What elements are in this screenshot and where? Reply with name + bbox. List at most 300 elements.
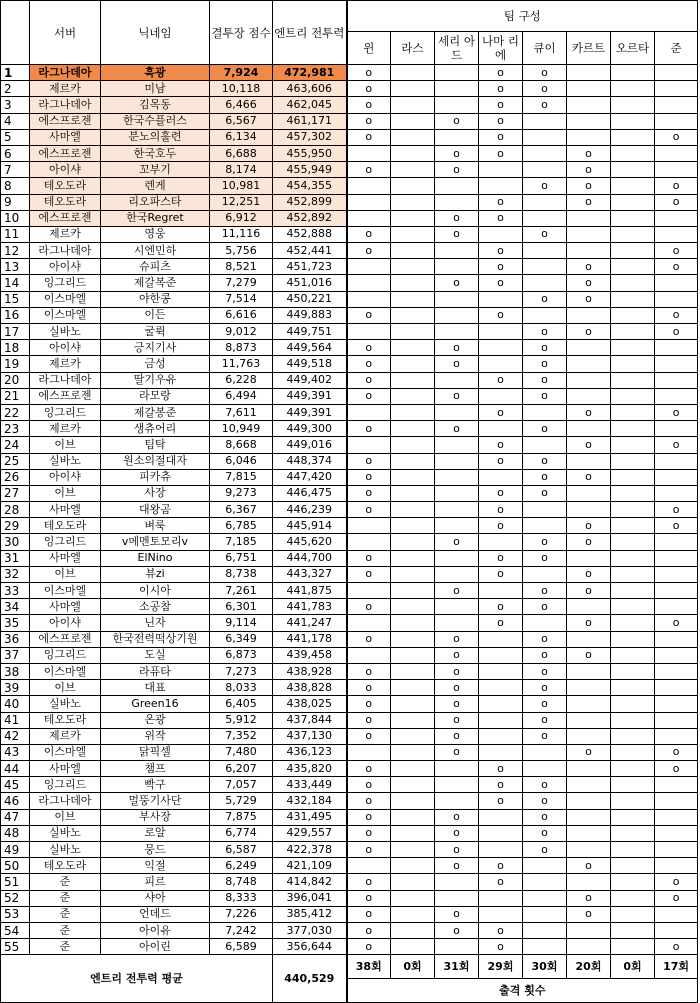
rank-cell: 15 bbox=[1, 291, 30, 307]
server-cell: 아이샤 bbox=[30, 259, 101, 275]
team-mark-cell: o bbox=[347, 421, 391, 437]
team-mark-cell bbox=[611, 485, 655, 501]
table-row bbox=[1, 162, 698, 178]
rank-cell: 14 bbox=[1, 275, 30, 291]
nickname-cell: 닭픽셀 bbox=[101, 744, 210, 760]
team-mark-cell bbox=[655, 696, 698, 712]
team-mark-cell bbox=[567, 502, 611, 518]
team-col-header: 오르타 bbox=[611, 32, 655, 65]
power-cell: 446,239 bbox=[273, 502, 347, 518]
team-mark-cell: o bbox=[435, 712, 479, 728]
rank-cell: 27 bbox=[1, 485, 30, 501]
team-mark-cell: o bbox=[479, 372, 523, 388]
team-col-header: 라스 bbox=[391, 32, 435, 65]
team-mark-cell bbox=[391, 129, 435, 145]
team-mark-cell bbox=[611, 97, 655, 113]
team-mark-cell: o bbox=[479, 922, 523, 938]
team-mark-cell bbox=[391, 939, 435, 955]
power-cell: 441,247 bbox=[273, 615, 347, 631]
team-mark-cell bbox=[523, 874, 567, 890]
nickname-cell: 사장 bbox=[101, 485, 210, 501]
team-mark-cell: o bbox=[523, 809, 567, 825]
nickname-cell: 샤아 bbox=[101, 890, 210, 906]
counts-label: 출격 횟수 bbox=[347, 979, 698, 1003]
table-row bbox=[1, 712, 698, 728]
team-mark-cell: o bbox=[523, 599, 567, 615]
power-cell: 446,475 bbox=[273, 485, 347, 501]
team-mark-cell: o bbox=[567, 178, 611, 194]
team-mark-cell bbox=[479, 469, 523, 485]
team-mark-cell: o bbox=[347, 874, 391, 890]
rank-cell: 44 bbox=[1, 761, 30, 777]
team-mark-cell bbox=[435, 194, 479, 210]
team-mark-cell bbox=[435, 615, 479, 631]
team-mark-cell: o bbox=[435, 388, 479, 404]
table-row bbox=[1, 226, 698, 242]
team-mark-cell bbox=[391, 647, 435, 663]
rank-cell: 52 bbox=[1, 890, 30, 906]
rank-cell: 26 bbox=[1, 469, 30, 485]
table-row bbox=[1, 145, 698, 161]
server-cell: 이브 bbox=[30, 809, 101, 825]
table-row bbox=[1, 696, 698, 712]
nickname-cell: 제갈봉준 bbox=[101, 404, 210, 420]
team-mark-cell: o bbox=[567, 518, 611, 534]
team-mark-cell bbox=[567, 599, 611, 615]
team-mark-cell bbox=[391, 874, 435, 890]
team-mark-cell bbox=[435, 939, 479, 955]
table-row bbox=[1, 663, 698, 679]
score-cell: 6,912 bbox=[210, 210, 273, 226]
team-col-header: 카르트 bbox=[567, 32, 611, 65]
score-cell: 7,057 bbox=[210, 777, 273, 793]
table-row bbox=[1, 518, 698, 534]
table-row bbox=[1, 113, 698, 129]
score-cell: 6,589 bbox=[210, 939, 273, 955]
team-mark-cell: o bbox=[435, 680, 479, 696]
score-cell: 8,333 bbox=[210, 890, 273, 906]
rank-cell: 7 bbox=[1, 162, 30, 178]
score-cell: 11,763 bbox=[210, 356, 273, 372]
score-cell: 7,261 bbox=[210, 583, 273, 599]
table-row bbox=[1, 178, 698, 194]
team-mark-cell bbox=[611, 291, 655, 307]
nickname-cell: 라퓨타 bbox=[101, 663, 210, 679]
team-mark-cell: o bbox=[523, 356, 567, 372]
nickname-cell: 흑광 bbox=[101, 65, 210, 81]
team-mark-cell bbox=[567, 631, 611, 647]
team-mark-cell bbox=[479, 291, 523, 307]
score-cell: 9,114 bbox=[210, 615, 273, 631]
team-mark-cell bbox=[347, 259, 391, 275]
nickname-cell: 생츄어리 bbox=[101, 421, 210, 437]
power-cell: 449,518 bbox=[273, 356, 347, 372]
team-mark-cell: o bbox=[567, 534, 611, 550]
score-cell: 6,785 bbox=[210, 518, 273, 534]
power-cell: 433,449 bbox=[273, 777, 347, 793]
rank-cell: 23 bbox=[1, 421, 30, 437]
team-mark-cell bbox=[655, 906, 698, 922]
count-cell: 17회 bbox=[655, 955, 698, 979]
team-mark-cell bbox=[479, 340, 523, 356]
rank-cell: 3 bbox=[1, 97, 30, 113]
server-cell: 라그나데아 bbox=[30, 372, 101, 388]
nickname-header: 닉네임 bbox=[101, 1, 210, 65]
rank-cell: 40 bbox=[1, 696, 30, 712]
team-mark-cell bbox=[391, 291, 435, 307]
score-cell: 6,688 bbox=[210, 145, 273, 161]
nickname-cell: 아이유 bbox=[101, 922, 210, 938]
server-cell: 아이샤 bbox=[30, 162, 101, 178]
power-cell: 449,300 bbox=[273, 421, 347, 437]
team-mark-cell bbox=[567, 453, 611, 469]
team-mark-cell bbox=[611, 696, 655, 712]
score-cell: 7,185 bbox=[210, 534, 273, 550]
team-mark-cell: o bbox=[347, 680, 391, 696]
team-mark-cell bbox=[391, 194, 435, 210]
server-cell: 이스마엘 bbox=[30, 307, 101, 323]
team-mark-cell: o bbox=[479, 566, 523, 582]
server-cell: 이스마엘 bbox=[30, 744, 101, 760]
team-col-header: 세리 아드 bbox=[435, 32, 479, 65]
nickname-cell: 영웅 bbox=[101, 226, 210, 242]
table-row bbox=[1, 906, 698, 922]
team-mark-cell: o bbox=[655, 194, 698, 210]
rank-cell: 4 bbox=[1, 113, 30, 129]
nickname-cell: 이든 bbox=[101, 307, 210, 323]
team-mark-cell bbox=[435, 97, 479, 113]
team-mark-cell: o bbox=[347, 226, 391, 242]
count-cell: 29회 bbox=[479, 955, 523, 979]
team-mark-cell bbox=[479, 906, 523, 922]
power-cell: 356,644 bbox=[273, 939, 347, 955]
team-mark-cell: o bbox=[523, 712, 567, 728]
power-cell: 462,045 bbox=[273, 97, 347, 113]
team-mark-cell: o bbox=[567, 259, 611, 275]
team-mark-cell: o bbox=[655, 129, 698, 145]
team-mark-cell: o bbox=[655, 502, 698, 518]
rank-cell: 35 bbox=[1, 615, 30, 631]
team-mark-cell: o bbox=[479, 437, 523, 453]
score-cell: 6,249 bbox=[210, 858, 273, 874]
team-mark-cell: o bbox=[347, 307, 391, 323]
server-cell: 사마엘 bbox=[30, 129, 101, 145]
team-mark-cell: o bbox=[655, 307, 698, 323]
nickname-cell: 꼬부기 bbox=[101, 162, 210, 178]
nickname-cell: 뷰zi bbox=[101, 566, 210, 582]
team-mark-cell bbox=[479, 162, 523, 178]
team-mark-cell bbox=[567, 307, 611, 323]
team-mark-cell: o bbox=[567, 194, 611, 210]
power-cell: 448,374 bbox=[273, 453, 347, 469]
team-mark-cell bbox=[611, 680, 655, 696]
team-mark-cell bbox=[655, 663, 698, 679]
team-composition-header: 팀 구성 bbox=[347, 1, 698, 32]
nickname-cell: 이시아 bbox=[101, 583, 210, 599]
team-mark-cell bbox=[523, 761, 567, 777]
team-mark-cell bbox=[391, 599, 435, 615]
team-mark-cell bbox=[655, 809, 698, 825]
nickname-cell: v메멘토모리v bbox=[101, 534, 210, 550]
power-cell: 435,820 bbox=[273, 761, 347, 777]
power-cell: 454,355 bbox=[273, 178, 347, 194]
team-mark-cell bbox=[347, 291, 391, 307]
team-mark-cell bbox=[479, 890, 523, 906]
rank-cell: 8 bbox=[1, 178, 30, 194]
team-mark-cell bbox=[655, 210, 698, 226]
team-mark-cell: o bbox=[435, 340, 479, 356]
team-mark-cell: o bbox=[347, 550, 391, 566]
team-mark-cell: o bbox=[347, 793, 391, 809]
count-cell: 30회 bbox=[523, 955, 567, 979]
team-mark-cell: o bbox=[567, 858, 611, 874]
power-cell: 441,875 bbox=[273, 583, 347, 599]
team-mark-cell bbox=[523, 939, 567, 955]
team-mark-cell bbox=[611, 469, 655, 485]
team-mark-cell bbox=[523, 502, 567, 518]
team-mark-cell bbox=[567, 485, 611, 501]
team-mark-cell: o bbox=[479, 874, 523, 890]
team-mark-cell: o bbox=[479, 275, 523, 291]
team-mark-cell: o bbox=[347, 663, 391, 679]
average-value: 440,529 bbox=[273, 955, 347, 1003]
table-row bbox=[1, 583, 698, 599]
team-mark-cell: o bbox=[479, 259, 523, 275]
score-cell: 6,228 bbox=[210, 372, 273, 388]
score-cell: 11,116 bbox=[210, 226, 273, 242]
power-cell: 436,123 bbox=[273, 744, 347, 760]
nickname-cell: 제갈복준 bbox=[101, 275, 210, 291]
team-mark-cell: o bbox=[479, 307, 523, 323]
team-mark-cell bbox=[611, 356, 655, 372]
team-mark-cell: o bbox=[435, 825, 479, 841]
team-mark-cell bbox=[347, 178, 391, 194]
nickname-cell: 미남 bbox=[101, 81, 210, 97]
team-mark-cell: o bbox=[523, 777, 567, 793]
rank-cell: 9 bbox=[1, 194, 30, 210]
team-mark-cell: o bbox=[347, 712, 391, 728]
power-cell: 432,184 bbox=[273, 793, 347, 809]
rank-cell: 55 bbox=[1, 939, 30, 955]
power-cell: 455,949 bbox=[273, 162, 347, 178]
team-mark-cell: o bbox=[567, 145, 611, 161]
rank-cell: 53 bbox=[1, 906, 30, 922]
server-cell: 테오도라 bbox=[30, 712, 101, 728]
power-cell: 451,016 bbox=[273, 275, 347, 291]
server-cell: 준 bbox=[30, 874, 101, 890]
team-mark-cell: o bbox=[523, 81, 567, 97]
power-cell: 438,828 bbox=[273, 680, 347, 696]
team-mark-cell bbox=[567, 842, 611, 858]
nickname-cell: 리오파스타 bbox=[101, 194, 210, 210]
team-mark-cell bbox=[611, 842, 655, 858]
team-mark-cell bbox=[611, 922, 655, 938]
team-mark-cell bbox=[391, 680, 435, 696]
score-cell: 6,367 bbox=[210, 502, 273, 518]
team-mark-cell: o bbox=[655, 324, 698, 340]
team-mark-cell bbox=[523, 129, 567, 145]
rank-cell: 39 bbox=[1, 680, 30, 696]
team-mark-cell: o bbox=[655, 178, 698, 194]
power-cell: 449,391 bbox=[273, 388, 347, 404]
team-mark-cell bbox=[611, 65, 655, 81]
team-mark-cell bbox=[391, 226, 435, 242]
server-cell: 이스마엘 bbox=[30, 663, 101, 679]
team-mark-cell bbox=[391, 324, 435, 340]
server-cell: 라그나데아 bbox=[30, 243, 101, 259]
team-mark-cell bbox=[523, 243, 567, 259]
team-mark-cell bbox=[611, 712, 655, 728]
team-mark-cell: o bbox=[347, 243, 391, 259]
team-mark-cell bbox=[479, 809, 523, 825]
team-mark-cell: o bbox=[347, 728, 391, 744]
team-col-header: 윈 bbox=[347, 32, 391, 65]
score-cell: 8,738 bbox=[210, 566, 273, 582]
power-cell: 472,981 bbox=[273, 65, 347, 81]
nickname-cell: 한국수플러스 bbox=[101, 113, 210, 129]
team-mark-cell bbox=[391, 728, 435, 744]
team-mark-cell bbox=[611, 534, 655, 550]
team-mark-cell: o bbox=[523, 324, 567, 340]
team-mark-cell bbox=[523, 404, 567, 420]
team-mark-cell bbox=[391, 340, 435, 356]
team-mark-cell bbox=[655, 291, 698, 307]
team-mark-cell: o bbox=[347, 65, 391, 81]
score-cell: 6,207 bbox=[210, 761, 273, 777]
team-mark-cell bbox=[523, 259, 567, 275]
table-row bbox=[1, 194, 698, 210]
server-cell: 잉그리드 bbox=[30, 275, 101, 291]
power-cell: 452,888 bbox=[273, 226, 347, 242]
score-cell: 7,242 bbox=[210, 922, 273, 938]
team-mark-cell bbox=[567, 97, 611, 113]
team-mark-cell bbox=[479, 696, 523, 712]
team-mark-cell bbox=[611, 372, 655, 388]
rank-cell: 10 bbox=[1, 210, 30, 226]
table-row bbox=[1, 291, 698, 307]
server-cell: 사마엘 bbox=[30, 502, 101, 518]
team-mark-cell bbox=[479, 647, 523, 663]
team-mark-cell bbox=[523, 615, 567, 631]
server-cell: 사마엘 bbox=[30, 599, 101, 615]
team-mark-cell bbox=[435, 793, 479, 809]
team-mark-cell bbox=[347, 210, 391, 226]
team-mark-cell bbox=[655, 340, 698, 356]
team-mark-cell bbox=[435, 890, 479, 906]
team-mark-cell bbox=[347, 437, 391, 453]
table-row bbox=[1, 210, 698, 226]
team-mark-cell bbox=[611, 744, 655, 760]
score-cell: 6,616 bbox=[210, 307, 273, 323]
team-mark-cell bbox=[435, 518, 479, 534]
team-mark-cell bbox=[611, 388, 655, 404]
server-cell: 잉그리드 bbox=[30, 404, 101, 420]
team-mark-cell bbox=[523, 145, 567, 161]
team-mark-cell bbox=[391, 469, 435, 485]
team-mark-cell bbox=[391, 825, 435, 841]
team-mark-cell bbox=[611, 809, 655, 825]
team-mark-cell bbox=[655, 81, 698, 97]
team-mark-cell bbox=[435, 437, 479, 453]
team-mark-cell: o bbox=[523, 453, 567, 469]
rank-cell: 50 bbox=[1, 858, 30, 874]
team-mark-cell: o bbox=[435, 356, 479, 372]
server-cell: 실바노 bbox=[30, 696, 101, 712]
score-header: 결투장 점수 bbox=[210, 1, 273, 65]
team-mark-cell bbox=[435, 874, 479, 890]
team-mark-cell: o bbox=[435, 162, 479, 178]
team-mark-cell bbox=[479, 324, 523, 340]
team-mark-cell bbox=[611, 243, 655, 259]
team-mark-cell bbox=[567, 372, 611, 388]
team-mark-cell: o bbox=[567, 615, 611, 631]
score-cell: 5,729 bbox=[210, 793, 273, 809]
team-mark-cell: o bbox=[479, 777, 523, 793]
team-mark-cell bbox=[523, 744, 567, 760]
team-mark-cell bbox=[391, 65, 435, 81]
team-mark-cell bbox=[611, 890, 655, 906]
nickname-cell: 멀뚱기사단 bbox=[101, 793, 210, 809]
power-cell: 455,950 bbox=[273, 145, 347, 161]
power-cell: 441,178 bbox=[273, 631, 347, 647]
team-mark-cell bbox=[479, 631, 523, 647]
table-row bbox=[1, 388, 698, 404]
team-mark-cell: o bbox=[347, 809, 391, 825]
team-mark-cell bbox=[391, 922, 435, 938]
team-mark-cell bbox=[567, 65, 611, 81]
team-mark-cell bbox=[523, 275, 567, 291]
team-mark-cell bbox=[611, 615, 655, 631]
power-cell: 451,723 bbox=[273, 259, 347, 275]
team-mark-cell bbox=[655, 113, 698, 129]
rank-cell: 17 bbox=[1, 324, 30, 340]
nickname-cell: 김목동 bbox=[101, 97, 210, 113]
team-mark-cell: o bbox=[347, 777, 391, 793]
team-mark-cell bbox=[435, 550, 479, 566]
team-mark-cell: o bbox=[347, 356, 391, 372]
team-mark-cell bbox=[391, 113, 435, 129]
team-mark-cell bbox=[611, 275, 655, 291]
power-cell: 445,620 bbox=[273, 534, 347, 550]
nickname-cell: 원소의절대자 bbox=[101, 453, 210, 469]
team-mark-cell: o bbox=[479, 615, 523, 631]
team-mark-cell: o bbox=[523, 291, 567, 307]
nickname-cell: 소공참 bbox=[101, 599, 210, 615]
team-mark-cell: o bbox=[479, 404, 523, 420]
team-mark-cell bbox=[611, 404, 655, 420]
team-mark-cell bbox=[567, 793, 611, 809]
team-mark-cell bbox=[347, 194, 391, 210]
team-mark-cell bbox=[479, 744, 523, 760]
power-cell: 422,378 bbox=[273, 842, 347, 858]
team-mark-cell bbox=[391, 81, 435, 97]
team-mark-cell bbox=[611, 129, 655, 145]
team-mark-cell: o bbox=[523, 550, 567, 566]
server-cell: 에스프로젠 bbox=[30, 113, 101, 129]
team-mark-cell bbox=[611, 81, 655, 97]
team-mark-cell bbox=[435, 259, 479, 275]
nickname-cell: 렌게 bbox=[101, 178, 210, 194]
team-mark-cell: o bbox=[655, 437, 698, 453]
rank-cell: 20 bbox=[1, 372, 30, 388]
team-mark-cell: o bbox=[347, 129, 391, 145]
team-mark-cell bbox=[655, 97, 698, 113]
nickname-cell: 온광 bbox=[101, 712, 210, 728]
team-mark-cell bbox=[655, 356, 698, 372]
team-mark-cell: o bbox=[347, 340, 391, 356]
team-mark-cell bbox=[435, 485, 479, 501]
team-mark-cell: o bbox=[523, 534, 567, 550]
